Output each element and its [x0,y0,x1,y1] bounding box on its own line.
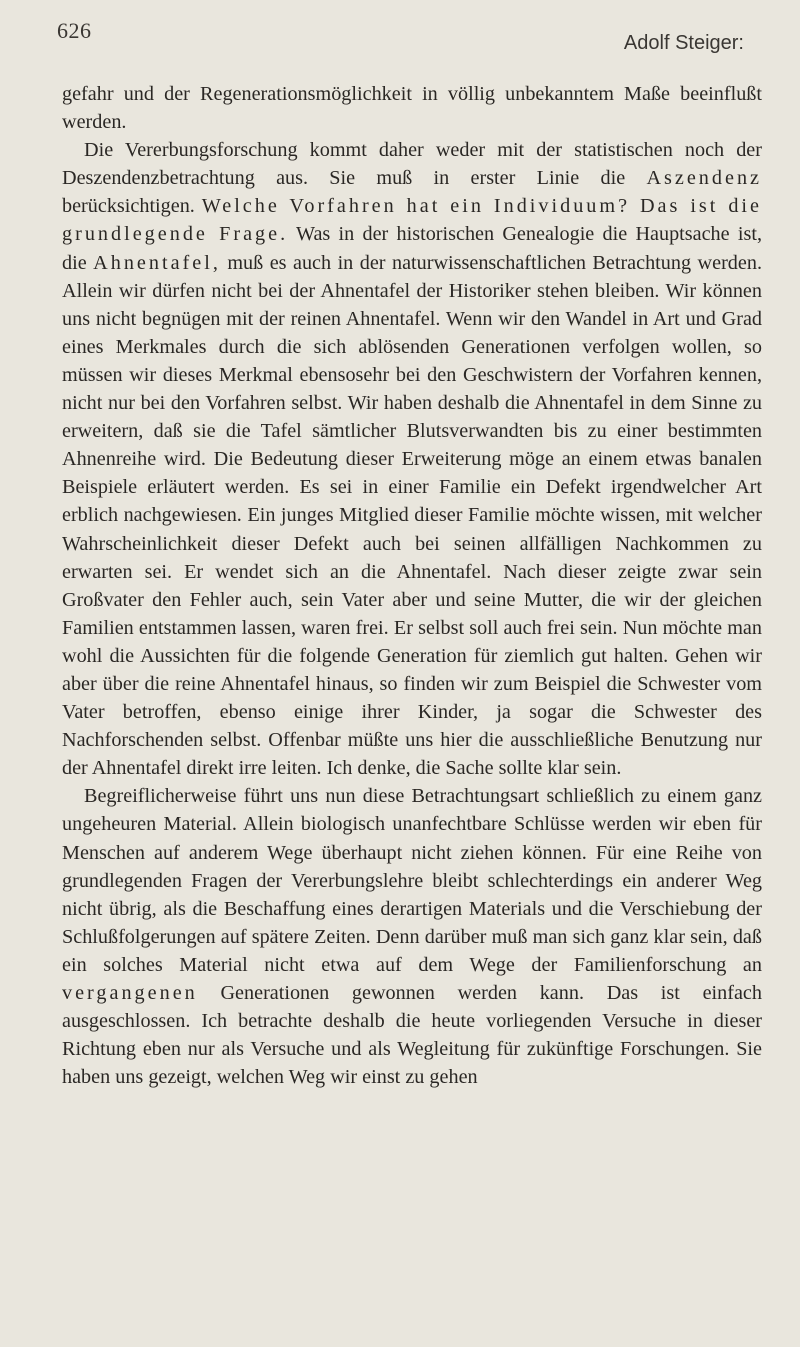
spaced-term-aszendenz: Aszendenz [646,167,762,190]
spaced-key-question: Welche Vorfahren hat ein Individuum? Das ist die grundlegende Frage. [62,195,762,246]
page-number: 626 [57,18,92,43]
text-segment: Was in der historischen Genealogie die Hauptsache ist, die [62,223,762,274]
spaced-term-vergangenen: vergangenen [62,982,198,1004]
text-segment: muß es auch in der naturwissenschaftlichen Betrachtung werden. Allein wir dürfen nicht bei der Ahnentafel der Historiker stehen bleiben. Wir können uns nicht begnügen mit der reinen Ahnentafel. Wenn wir den Wandel in Art und Grad eines Merkmales durch die sich ablösenden Generationen verfolgen wollen, so müssen wir dieses Merkmal ebensosehr bei den Geschwistern der Vorfahren kennen, nicht nur bei den Vorfahren selbst. Wir haben deshalb die Ahnentafel in dem Sinne zu erweitern, daß sie die Tafel sämtlicher Blutsverwandten bis zu einer bestimmten Ahnenreihe wird. Die Bedeutung dieser Erweiterung möge an einem etwas banalen Beispiele erläutert werden. Es sei in einer Familie ein Defekt irgendwelcher Art erblich nachgewiesen. Ein junges Mitglied dieser Familie möchte wissen, mit welcher Wahrscheinlichkeit dieser Defekt auch bei seinen allfälligen Nachkommen zu erwarten sei. Er wendet sich an die Ahnentafel. Nach dieser zeigte zwar sein Großvater den Fehler auch, sein Vater aber und seine Mutter, die wir der gleichen Familien entstammen lassen, waren frei. Er selbst soll auch frei sein. Nun möchte man wohl die Aussichten für die folgende Generation für ziemlich gut halten. Gehen wir aber über die reine Ahnentafel hinaus, so finden wir zum Beispiel die Schwester vom Vater betroffen, ebenso einige ihrer Kinder, ja sogar die Schwester des Nachforschenden selbst. Offenbar müßte uns hier die ausschließliche Benutzung nur der Ahnentafel direkt irre leiten. Ich denke, die Sache sollte klar sein. [62,251,762,780]
text-segment: Die Vererbungsforschung kommt daher weder mit der statistischen noch der Deszendenzbetrachtung aus. Sie muß in erster Linie die [62,139,762,190]
paragraph-3 [62,782,762,1091]
text-segment: Begreiflicherweise führt uns nun diese Betrachtungsart schließlich zu einem ganz ungeheuren Material. Allein biologisch unanfechtbare Schlüsse werden wir eben für Menschen auf anderem Wege überhaupt nicht ziehen können. Für eine Reihe von grundlegenden Fragen der Vererbungslehre bleibt schlechterdings ein anderer Weg nicht übrig, als die Beschaffung eines derartigen Materials und die Verschiebung der Schlußfolgerungen auf spätere Zeiten. Denn darüber muß man sich ganz klar sein, daß ein solches Material nicht etwa auf dem Wege der Familienforschung an [62,785,762,976]
body-text [62,80,762,1091]
paragraph-2 [62,136,762,782]
paragraph-1: gefahr und der Regenerationsmöglichkeit in völlig unbekanntem Maße beeinflußt werden. [62,83,762,134]
text-segment: berücksichtigen. [62,195,202,218]
spaced-term-ahnentafel: Ahnentafel, [93,251,221,274]
running-head: Adolf Steiger: [623,32,744,54]
text-segment: Generationen gewonnen werden kann. Das ist einfach ausgeschlossen. Ich betrachte deshalb die heute vorliegenden Versuche in dieser Richtung eben nur als Versuche und als Wegleitung für zukünftige Forschungen. Sie haben uns gezeigt, welchen Weg wir einst zu gehen [62,982,762,1089]
